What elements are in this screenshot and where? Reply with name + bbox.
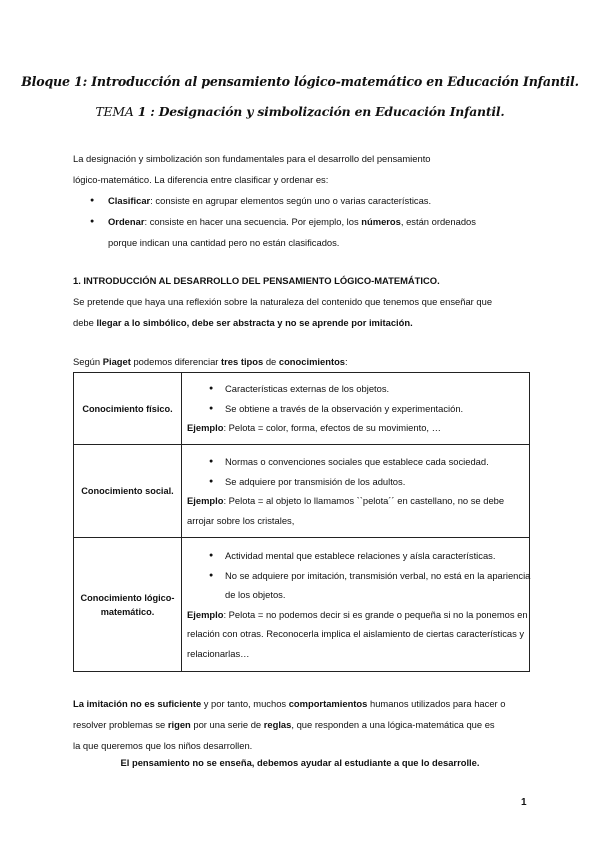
list-item: ● Normas o convenciones sociales que establece cada sociedad. [187,452,525,472]
list-item: ● Características externas de los objetos. [187,379,525,399]
section-line [73,312,533,333]
list-item [73,190,533,211]
list-item: ● Se obtiene a través de la observación y experimentación. [187,399,525,419]
block-title: Bloque 1: Introducción al pensamiento lógico-matemático en Educación Infantil. [21,74,579,89]
section-1 [73,270,533,333]
row-description [182,373,530,445]
emphasis: rigen [167,719,191,730]
piaget-intro [73,351,533,372]
emphasis: números [361,216,401,227]
example-label: Ejemplo [187,422,224,434]
topic-title [0,104,600,119]
example-label: Ejemplo [187,495,224,506]
topic-title-text: 1 : Designación y simbolización en Educación Infantil. [133,104,505,119]
text: resolver problemas se [73,719,168,730]
example [187,605,528,625]
intro-line: La designación y simbolización son fundamentales para el desarrollo del pensamiento [73,153,431,164]
list-item: ● No se adquiere por imitación, transmisión verbal, no está en la apariencia [187,566,525,586]
table-row [74,445,530,538]
row-description [182,445,530,538]
example-continuation: relación con otras. Reconocerla implica el aislamiento de ciertas características y [187,628,525,639]
emphasis: Piaget [102,356,131,367]
intro-paragraph [73,148,533,253]
definition: : consiste en hacer una secuencia. Por ejemplo, los [144,216,362,227]
example-text: : Pelota = al objeto lo llamamos ``pelota´´ en castellano, no se debe [223,495,505,506]
section-line: Se pretende que haya una reflexión sobre la naturaleza del contenido que tenemos que enseñar que [73,296,493,307]
text: Según [73,356,103,367]
emphasis: tres tipos [221,356,264,367]
list-item: ● Actividad mental que establece relaciones y aísla características. [187,546,525,566]
closing-line: la que queremos que los niños desarrollen. [73,740,253,751]
text: , que responden a una lógica-matemática que es [291,719,495,730]
emphasis: comportamientos [288,698,368,709]
example-text: : Pelota = color, forma, efectos de su movimiento, … [223,422,442,434]
emphasis: conocimientos [278,356,346,367]
piaget-line [73,351,533,372]
text: : [345,356,348,367]
row-label: Conocimiento social. [74,445,182,538]
page-number: 1 [521,797,527,808]
definition: , están ordenados [400,216,476,227]
example-continuation: arrojar sobre los cristales, [187,514,295,526]
term: Clasificar [108,195,151,206]
emphasis: llegar a lo simbólico, debe ser abstracta y no se aprende por imitación. [96,317,413,328]
definition: : consiste en agrupar elementos según uno o varias características. [150,195,432,206]
text: de [263,356,279,367]
list-item-continuation: porque indican una cantidad pero no están clasificados. [108,237,340,248]
example-label: Ejemplo [187,608,224,620]
list-item [73,211,533,232]
closing-line [73,693,533,714]
example [187,491,525,511]
list-item-continuation: de los objetos. [225,589,286,600]
topic-title-prefix: TEMA [95,104,134,119]
row-label: Conocimiento lógico-matemático. [74,538,182,672]
emphasis: La imitación no es suficiente [73,698,202,709]
row-label: Conocimiento físico. [74,373,182,445]
row-description [182,538,530,672]
example-text: : Pelota = no podemos decir si es grande o pequeña si no la ponemos en [223,608,528,620]
example-continuation: relacionarlas… [187,647,250,659]
text: por una serie de [190,719,264,730]
closing-paragraph [73,693,533,756]
table-row [74,538,530,672]
text: humanos utilizados para hacer o [367,698,506,709]
text: y por tanto, muchos [201,698,289,709]
closing-line [73,714,533,735]
closing-statement: El pensamiento no se enseña, debemos ayudar al estudiante a que lo desarrolle. [120,757,480,768]
emphasis: reglas [263,719,292,730]
list-item: ● Se adquiere por transmisión de los adultos. [187,472,525,492]
text: debe [73,317,97,328]
term: Ordenar [108,216,145,227]
intro-line: lógico-matemático. La diferencia entre clasificar y ordenar es: [73,174,329,185]
text: podemos diferenciar [130,356,222,367]
example [187,418,525,438]
knowledge-table [73,372,530,672]
table-row [74,373,530,445]
section-heading: 1. INTRODUCCIÓN AL DESARROLLO DEL PENSAMIENTO LÓGICO-MATEMÁTICO. [73,275,440,286]
